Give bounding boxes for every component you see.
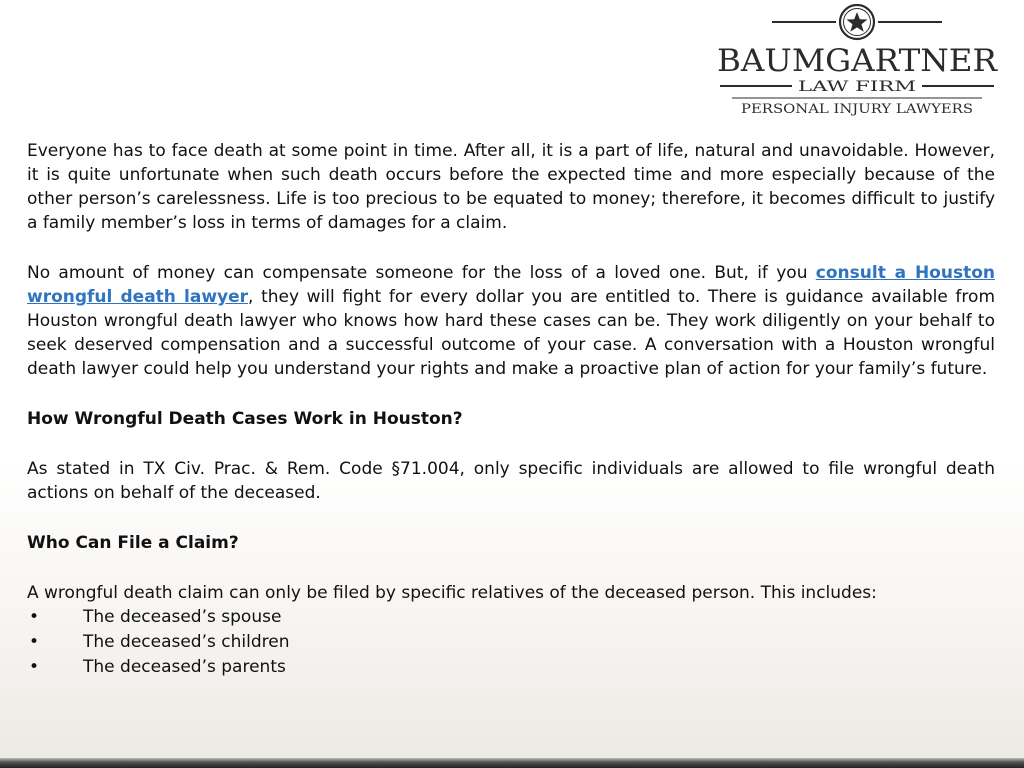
intro-paragraph: Everyone has to face death at some point in time. After all, it is a part of life, natural and unavoidable. However, it is quite unfortunate when such death occurs before the expected time and more especially because of the other person’s carelessness. Life is too precious to be equated to money; therefore, it becomes difficult to justify a family member’s loss in terms of damages for a claim. — [27, 141, 995, 233]
article-body — [27, 139, 995, 680]
relatives-list — [27, 605, 995, 680]
logo-subtitle: LAW FIRM — [798, 79, 916, 95]
list-item — [27, 630, 995, 655]
star-badge-icon — [772, 5, 942, 39]
bullet-icon: • — [29, 657, 40, 677]
list-item — [27, 655, 995, 680]
consult-lawyer-link[interactable]: consult a Houston wrongful death lawyer — [27, 263, 995, 307]
list-item-text: The deceased’s spouse — [83, 607, 282, 627]
spacer — [27, 505, 995, 531]
list-item-text: The deceased’s parents — [83, 657, 286, 677]
bullet-icon: • — [29, 632, 40, 652]
firm-logo — [712, 4, 1002, 120]
relatives-paragraph: A wrongful death claim can only be filed by specific relatives of the deceased person. This includes: — [27, 583, 877, 603]
lawyer-paragraph — [27, 261, 995, 381]
statute-paragraph: As stated in TX Civ. Prac. & Rem. Code §71.004, only specific individuals are allowed to file wrongful death actions on behalf of the deceased. — [27, 459, 995, 503]
list-item — [27, 605, 995, 630]
lawyer-paragraph-text-end: , they will fight for every dollar you are entitled to. There is guidance available from Houston wrongful death lawyer who knows how hard these cases can be. They work diligently on your behalf to seek deserved compensation and a successful outcome of your case. A conversation with a Houston wrongful death lawyer could help you understand your rights and make a proactive plan of action for your family’s future. — [27, 287, 995, 379]
spacer — [27, 235, 995, 261]
spacer — [27, 381, 995, 407]
bullet-icon: • — [29, 607, 40, 627]
section-heading-how-cases-work: How Wrongful Death Cases Work in Houston? — [27, 409, 463, 429]
spacer — [27, 431, 995, 457]
bottom-border — [0, 758, 1024, 768]
logo-brand: BAUMGARTNER — [717, 43, 999, 79]
lawyer-paragraph-text-start: No amount of money can compensate someone for the loss of a loved one. But, if you — [27, 263, 816, 283]
section-heading-who-can-file: Who Can File a Claim? — [27, 533, 239, 553]
spacer — [27, 555, 995, 581]
list-item-text: The deceased’s children — [83, 632, 290, 652]
logo-tagline: PERSONAL INJURY LAWYERS — [741, 102, 973, 117]
